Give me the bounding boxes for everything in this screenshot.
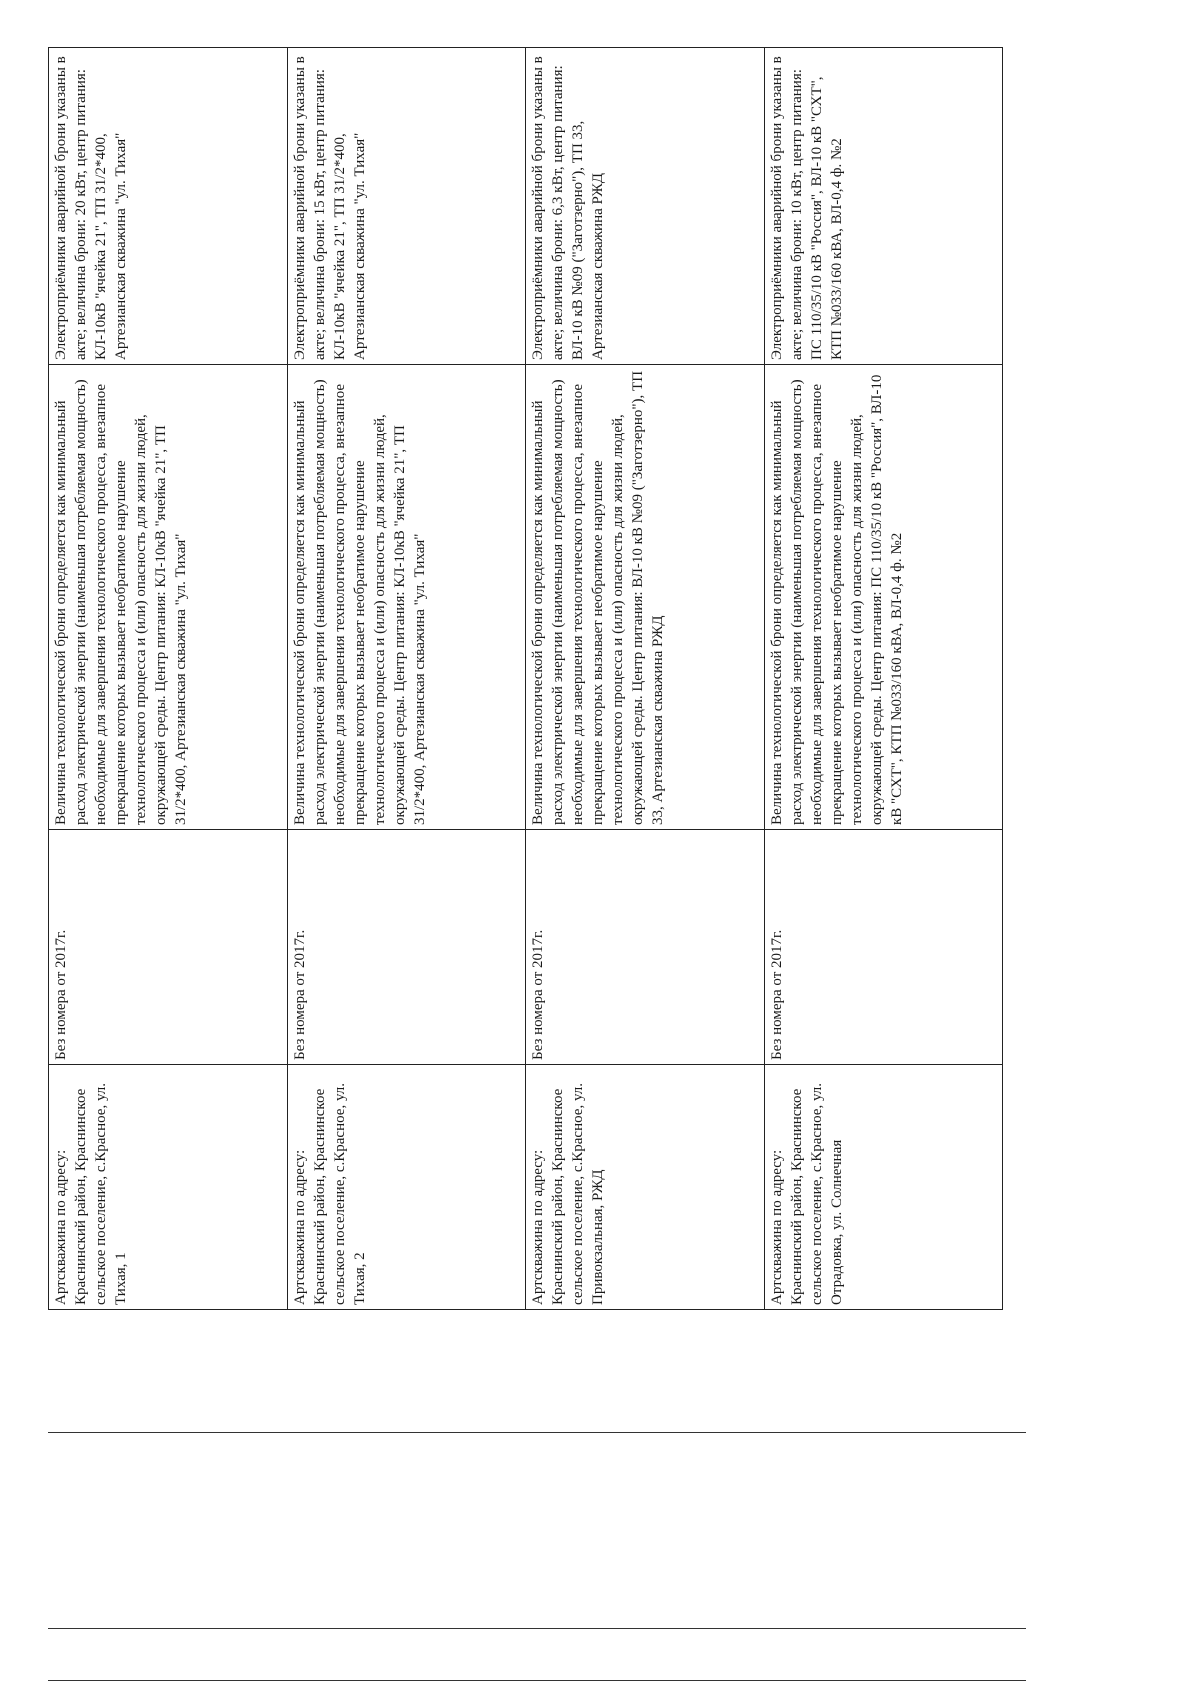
table-row: [49, 48, 288, 1310]
object-address-cell: Артскважина по адресу: Краснинский район, Краснинское сельское поселение, с.Красное, ул. Тихая, 2: [287, 1065, 526, 1310]
table-row: [287, 48, 526, 1310]
tech-reserve-cell: Величина технологической брони определяется как минимальный расход электрической энергии (наименьшая потребляемая мощность) необходимые для завершения технологического процесса, внезапное прекращение которых вызывает необратимое нарушение технологического процесса и (или) опасность для жизни людей, окружающей среды. Центр питания: КЛ-10кВ "ячейка 21", ТП 31/2*400, Артезианская скважина "ул. Тихая": [287, 365, 526, 830]
signature-line: [48, 1628, 1026, 1629]
tech-reserve-cell: Величина технологической брони определяется как минимальный расход электрической энергии (наименьшая потребляемая мощность) необходимые для завершения технологического процесса, внезапное прекращение которых вызывает необратимое нарушение технологического процесса и (или) опасность для жизни людей, окружающей среды. Центр питания: ВЛ-10 кВ №09 ("Заготзерно"), ТП 33, Артезианская скважина РЖД: [526, 365, 765, 830]
object-address-cell: Артскважина по адресу: Краснинский район, Краснинское сельское поселение, с.Красное, ул. Тихая, 1: [49, 1065, 288, 1310]
emergency-reserve-cell: Электроприёмники аварийной брони указаны в акте; величина брони: 20 кВт, центр питания: КЛ-10кВ "ячейка 21", ТП 31/2*400, Артезианская скважина "ул. Тихая": [49, 48, 288, 365]
table-row: [526, 48, 765, 1310]
signature-line: [48, 1680, 1026, 1681]
tech-reserve-cell: Величина технологической брони определяется как минимальный расход электрической энергии (наименьшая потребляемая мощность) необходимые для завершения технологического процесса, внезапное прекращение которых вызывает необратимое нарушение технологического процесса и (или) опасность для жизни людей, окружающей среды. Центр питания: ПС 110/35/10 кВ "Россия", ВЛ-10 кВ "СХТ", КТП №033/160 кВА, ВЛ-0,4 ф. №2: [764, 365, 1003, 830]
emergency-reserve-cell: Электроприёмники аварийной брони указаны в акте; величина брони: 15 кВт, центр питания: КЛ-10кВ "ячейка 21", ТП 31/2*400, Артезианская скважина "ул. Тихая": [287, 48, 526, 365]
object-address-cell: Артскважина по адресу: Краснинский район, Краснинское сельское поселение, с.Красное, ул. Привокзальная, РЖД: [526, 1065, 765, 1310]
emergency-reserve-cell: Электроприёмники аварийной брони указаны в акте; величина брони: 6,3 кВт, центр питания: ВЛ-10 кВ №09 ("Заготзерно"), ТП 33, Артезианская скважина РЖД: [526, 48, 765, 365]
emergency-reserve-cell: Электроприёмники аварийной брони указаны в акте; величина брони: 10 кВт, центр питания: ПС 110/35/10 кВ "Россия", ВЛ-10 кВ "СХТ", КТП №033/160 кВА, ВЛ-0,4 ф. №2: [764, 48, 1003, 365]
object-address-cell: Артскважина по адресу: Краснинский район, Краснинское сельское поселение, с.Красное, ул. Отрадовка, ул. Солнечная: [764, 1065, 1003, 1310]
rotated-table-wrapper: [48, 48, 1003, 1310]
act-cell: Без номера от 2017г.: [526, 830, 765, 1065]
act-cell: Без номера от 2017г.: [764, 830, 1003, 1065]
signature-line: [48, 1432, 1026, 1433]
act-cell: Без номера от 2017г.: [287, 830, 526, 1065]
table-row: [764, 48, 1003, 1310]
act-cell: Без номера от 2017г.: [49, 830, 288, 1065]
reserve-table: [48, 47, 1003, 1310]
tech-reserve-cell: Величина технологической брони определяется как минимальный расход электрической энергии (наименьшая потребляемая мощность) необходимые для завершения технологического процесса, внезапное прекращение которых вызывает необратимое нарушение технологического процесса и (или) опасность для жизни людей, окружающей среды. Центр питания: КЛ-10кВ "ячейка 21", ТП 31/2*400, Артезианская скважина "ул. Тихая": [49, 365, 288, 830]
